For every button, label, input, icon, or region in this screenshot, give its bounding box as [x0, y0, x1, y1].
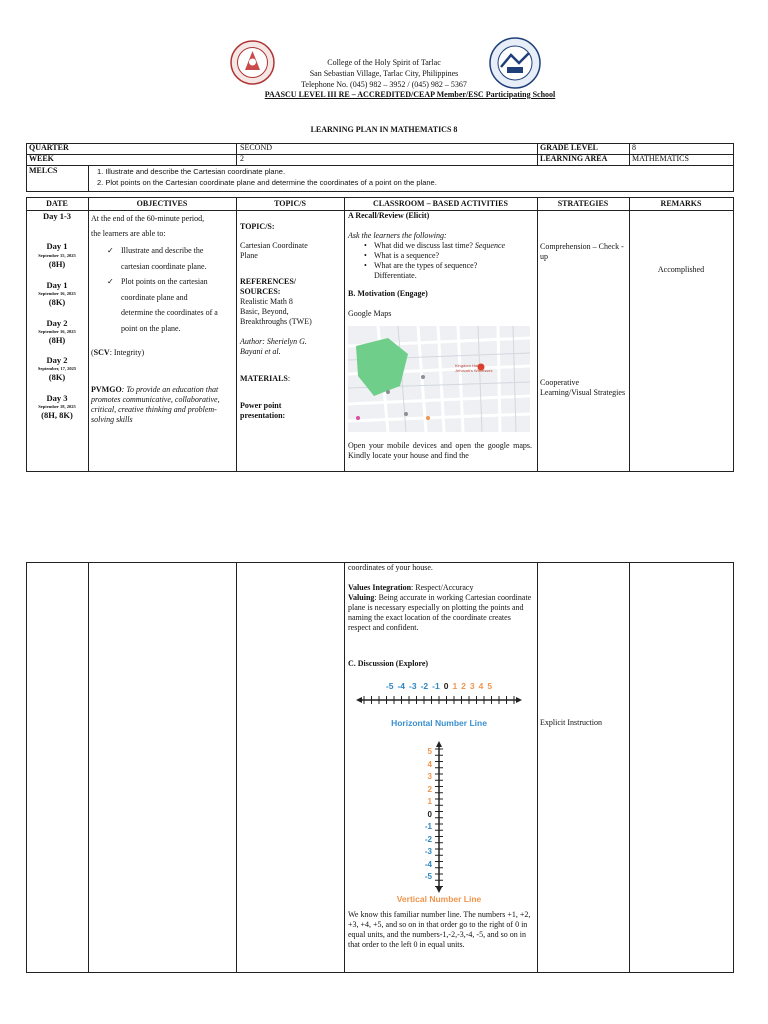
topic-line: Plane: [240, 251, 258, 260]
date-value: September 15, 2025: [38, 253, 76, 258]
college-name: College of the Holy Spirit of Tarlac: [327, 58, 441, 67]
section-a-intro: Ask the learners the following:: [348, 231, 447, 240]
number-label: -4: [397, 681, 406, 691]
number-label: 0: [443, 681, 449, 691]
date-day: Day 2: [46, 318, 68, 328]
number-label: -5: [424, 872, 432, 881]
col-header-date: DATE: [46, 199, 68, 208]
values-text: : Respect/Accuracy: [411, 583, 474, 592]
date-value: September 18, 2025: [38, 404, 76, 409]
number-label: 4: [478, 681, 484, 691]
number-label: 1: [427, 797, 432, 806]
values-label: Values Integration: [348, 583, 412, 592]
question-text: What did we discuss last time?: [374, 241, 475, 250]
date-day: Day 2: [46, 355, 68, 365]
reference-line: Realistic Math 8: [240, 297, 293, 306]
question-answer: Sequence: [474, 241, 506, 250]
date-day: Day 1: [46, 241, 68, 251]
question-text: Differentiate.: [374, 271, 417, 280]
week-label: WEEK: [29, 154, 54, 163]
objective-text: determine the coordinates of a: [121, 308, 218, 317]
melcs-item-2: 2. Plot points on the Cartesian coordinate plane and determine the coordinates of a point on the plane.: [97, 178, 437, 187]
number-label: -3: [409, 681, 417, 691]
week-value: 2: [240, 154, 244, 163]
number-label: 3: [427, 772, 432, 781]
recall-question: [364, 241, 534, 251]
number-label: 2: [461, 681, 466, 691]
section-a-title: A Recall/Review (Elicit): [348, 211, 430, 220]
reference-line: Breakthroughs (TWE): [240, 317, 312, 326]
topic-line: Cartesian Coordinate: [240, 241, 308, 250]
number-label: 5: [487, 681, 493, 691]
materials-colon: :: [287, 374, 291, 383]
col-header-topics: TOPIC/S: [274, 199, 306, 208]
vertical-number-line-label: Vertical Number Line: [396, 894, 482, 904]
date-section: (8H): [48, 259, 66, 269]
quarter-value: SECOND: [240, 143, 273, 152]
college-telephone: Telephone No. (045) 982 – 3952 / (045) 982 – 5367: [301, 80, 467, 89]
objective-text: point on the plane.: [121, 323, 181, 333]
grade-level-value: 8: [632, 143, 636, 152]
number-label: -1: [432, 681, 440, 691]
number-label: -4: [424, 859, 432, 869]
pvmgo-block: [91, 385, 233, 425]
date-value: September 16, 2025: [38, 291, 76, 296]
date-range: Day 1-3: [42, 211, 72, 221]
activities-cell: [348, 211, 534, 319]
objective-item-1: [105, 243, 233, 259]
number-label: 4: [427, 759, 432, 769]
number-label: 5: [427, 747, 432, 756]
vertical-number-labels: [418, 746, 432, 884]
valuing-text: : Being accurate in working Cartesian coordinate plane is necessary especially on plotting the points and naming the exact location of the coordinate creates respect and confident.: [348, 593, 532, 632]
date-section: (8H, 8K): [41, 410, 73, 420]
learning-area-label: LEARNING AREA: [540, 154, 608, 163]
remarks-item: Accomplished: [657, 265, 705, 274]
objective-text: Plot points on the cartesian: [121, 277, 208, 286]
objectives-intro-1: At the end of the 60-minute period,: [91, 214, 205, 223]
date-value: September, 17, 2025: [37, 366, 77, 371]
date-day: Day 3: [46, 393, 68, 403]
google-maps-label: Google Maps: [348, 309, 392, 318]
date-value: September 16, 2025: [38, 329, 76, 334]
author-line: Bayani et al.: [240, 347, 281, 356]
objectives-intro-2: the learners are able to:: [91, 229, 166, 238]
date-section: (8K): [48, 372, 66, 382]
college-address: San Sebastian Village, Tarlac City, Philippines: [309, 69, 459, 78]
scv-line: (SCV: Integrity): [91, 348, 145, 357]
references-label: SOURCES:: [240, 287, 281, 296]
materials-label: MATERIALS: [240, 374, 288, 383]
section-b-title: B. Motivation (Engage): [348, 289, 428, 298]
objectives-cell: [91, 211, 233, 425]
col-header-objectives: OBJECTIVES: [136, 199, 188, 208]
pvmgo-label: PVMGO: [91, 385, 122, 394]
document-title: LEARNING PLAN IN MATHEMATICS 8: [310, 125, 458, 134]
number-label: -2: [424, 834, 432, 844]
strategy-item: Comprehension – Check -up: [540, 242, 624, 261]
horizontal-number-line-label: Horizontal Number Line: [391, 718, 487, 728]
objective-text: Illustrate and describe the: [121, 246, 204, 255]
question-text: What are the types of sequence?: [374, 261, 478, 270]
accreditation-line: PAASCU LEVEL III RE – ACCREDITED/CEAP Member/ESC Participating School: [264, 90, 556, 99]
strategy-item: Cooperative Learning/Visual Strategies: [540, 378, 626, 397]
valuing-label: Valuing: [348, 593, 375, 602]
number-label: -1: [424, 822, 432, 831]
melcs-label: MELCS: [29, 166, 58, 175]
materials-line: [240, 374, 342, 384]
number-label: 3: [469, 681, 475, 691]
scv-text: : Integrity): [109, 348, 145, 357]
materials-item: presentation:: [240, 411, 286, 420]
values-integration-line: [348, 583, 534, 593]
number-label: -5: [385, 681, 394, 691]
recall-question: [364, 261, 534, 271]
valuing-block: [348, 593, 534, 633]
date-day: Day 1: [46, 280, 68, 290]
grade-level-label: GRADE LEVEL: [540, 143, 599, 152]
map-place-label: Kingdom Hall of Jehovah's Witnesses: [455, 363, 493, 373]
horizontal-number-labels: [348, 681, 530, 691]
col-header-strategies: STRATEGIES: [557, 199, 609, 208]
col-header-activities: CLASSROOM – BASED ACTIVITIES: [373, 199, 508, 208]
recall-question: [364, 251, 534, 261]
strategy-item: Explicit Instruction: [540, 718, 602, 727]
melcs-item-1: 1. Illustrate and describe the Cartesian coordinate plane.: [97, 167, 286, 176]
objective-item-2: [105, 274, 233, 290]
number-line-figure: [348, 681, 530, 907]
number-line-svg: [348, 681, 530, 907]
motivation-text-continued: coordinates of your house.: [348, 563, 433, 572]
topics-cell: [240, 222, 342, 421]
materials-item: Power point: [240, 401, 282, 410]
question-text: What is a sequence?: [374, 251, 440, 260]
section-c-title: C. Discussion (Explore): [348, 659, 429, 668]
date-section: (8K): [48, 297, 66, 307]
objective-text: coordinate plane and: [121, 292, 188, 302]
scv-label: SCV: [93, 348, 110, 357]
discussion-text: We know this familiar number line. The numbers +1, +2, +3, +4, +5, and so on in that order go to the right of 0 in equal units, and the numbers-1,-2,-3,-4, -5, and so on in that order to the left 0 in equal units.: [348, 910, 531, 949]
number-label: 0: [427, 809, 432, 819]
date-section: (8H): [48, 335, 66, 345]
motivation-text: Open your mobile devices and open the google maps. Kindly locate your house and find the: [348, 441, 532, 460]
quarter-label: QUARTER: [29, 143, 69, 152]
pvmgo-text: : To provide an education that promotes communicative, collaborative, critical, creative thinking and problem-solving skills: [91, 385, 220, 424]
col-header-remarks: REMARKS: [660, 199, 702, 208]
number-label: 1: [452, 681, 458, 691]
reference-line: Basic, Beyond,: [240, 307, 289, 316]
author-line: Author: Sherielyn G.: [240, 337, 307, 346]
learning-area-value: MATHEMATICS: [632, 154, 689, 163]
number-label: 2: [427, 784, 432, 794]
topic-label: TOPIC/S:: [240, 222, 275, 231]
activities-cell-continued: [348, 563, 534, 669]
google-map-image: [348, 326, 530, 432]
objective-text: cartesian coordinate plane.: [121, 261, 207, 271]
number-label: -3: [424, 847, 432, 856]
references-label: REFERENCES/: [240, 277, 297, 286]
number-label: -2: [420, 681, 429, 691]
